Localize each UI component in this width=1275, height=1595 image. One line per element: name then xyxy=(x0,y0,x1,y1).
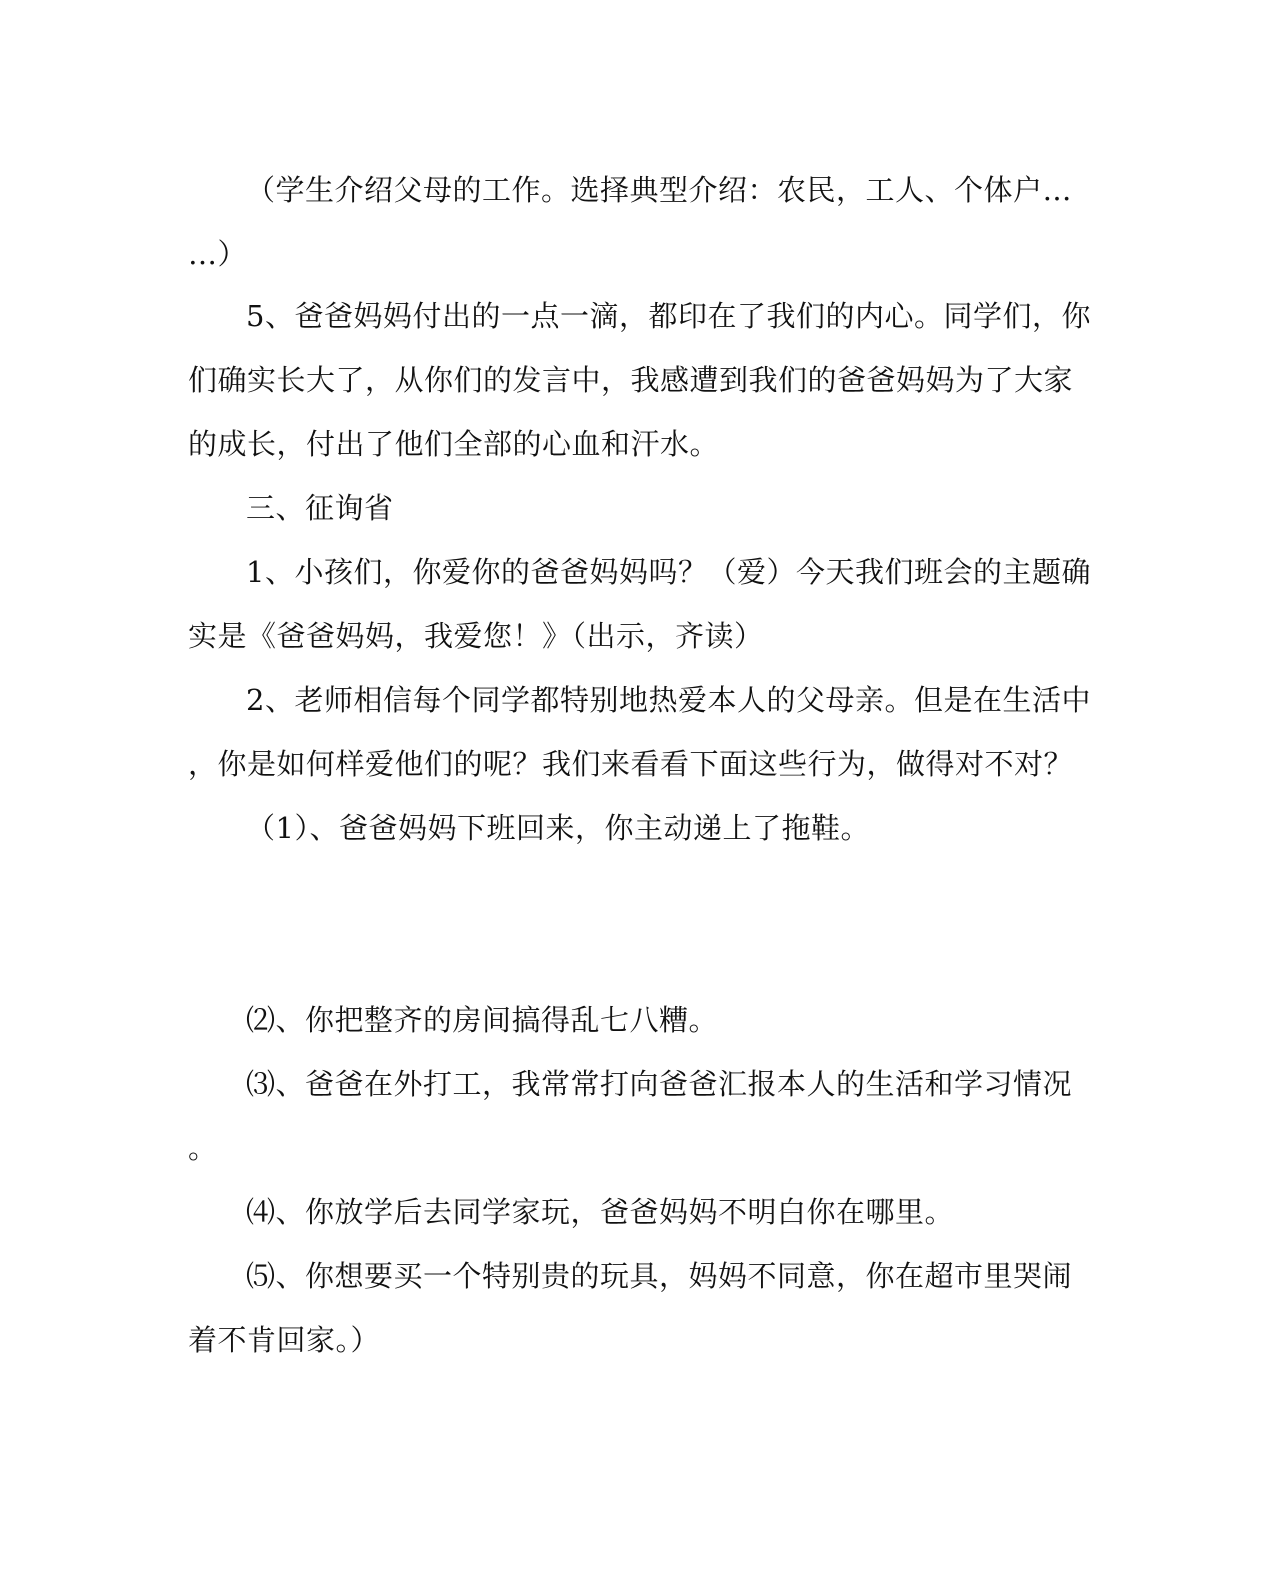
list-item-continuation: 着不肯回家。） xyxy=(188,1323,381,1357)
paragraph-line: 1、小孩们，你爱你的爸爸妈妈吗？（爱）今天我们班会的主题确 xyxy=(246,555,1091,589)
list-item: ⑵、你把整齐的房间搞得乱七八糟。 xyxy=(246,1003,719,1037)
paragraph-line: …） xyxy=(188,237,248,271)
paragraph-line: 的成长，付出了他们全部的心血和汗水。 xyxy=(188,427,720,461)
paragraph-line: 实是《爸爸妈妈，我爱您！》（出示，齐读） xyxy=(188,619,764,653)
list-item-continuation: 。 xyxy=(188,1131,218,1165)
paragraph-line: （学生介绍父母的工作。选择典型介绍：农民，工人、个体户… xyxy=(246,173,1073,207)
paragraph-line: 2、老师相信每个同学都特别地热爱本人的父母亲。但是在生活中 xyxy=(246,683,1091,717)
list-item: （1）、爸爸妈妈下班回来，你主动递上了拖鞋。 xyxy=(246,811,870,845)
section-heading: 三、征询省 xyxy=(246,491,394,525)
list-item: ⑸、你想要买一个特别贵的玩具，妈妈不同意，你在超市里哭闹 xyxy=(246,1259,1073,1293)
paragraph-line: 5、爸爸妈妈付出的一点一滴，都印在了我们的内心。同学们，你 xyxy=(246,299,1091,333)
paragraph-line: 们确实长大了，从你们的发言中，我感遭到我们的爸爸妈妈为了大家 xyxy=(188,363,1074,397)
list-item: ⑷、你放学后去同学家玩，爸爸妈妈不明白你在哪里。 xyxy=(246,1195,955,1229)
list-item: ⑶、爸爸在外打工，我常常打向爸爸汇报本人的生活和学习情况 xyxy=(246,1067,1073,1101)
paragraph-line: ，你是如何样爱他们的呢？我们来看看下面这些行为，做得对不对？ xyxy=(188,747,1074,781)
